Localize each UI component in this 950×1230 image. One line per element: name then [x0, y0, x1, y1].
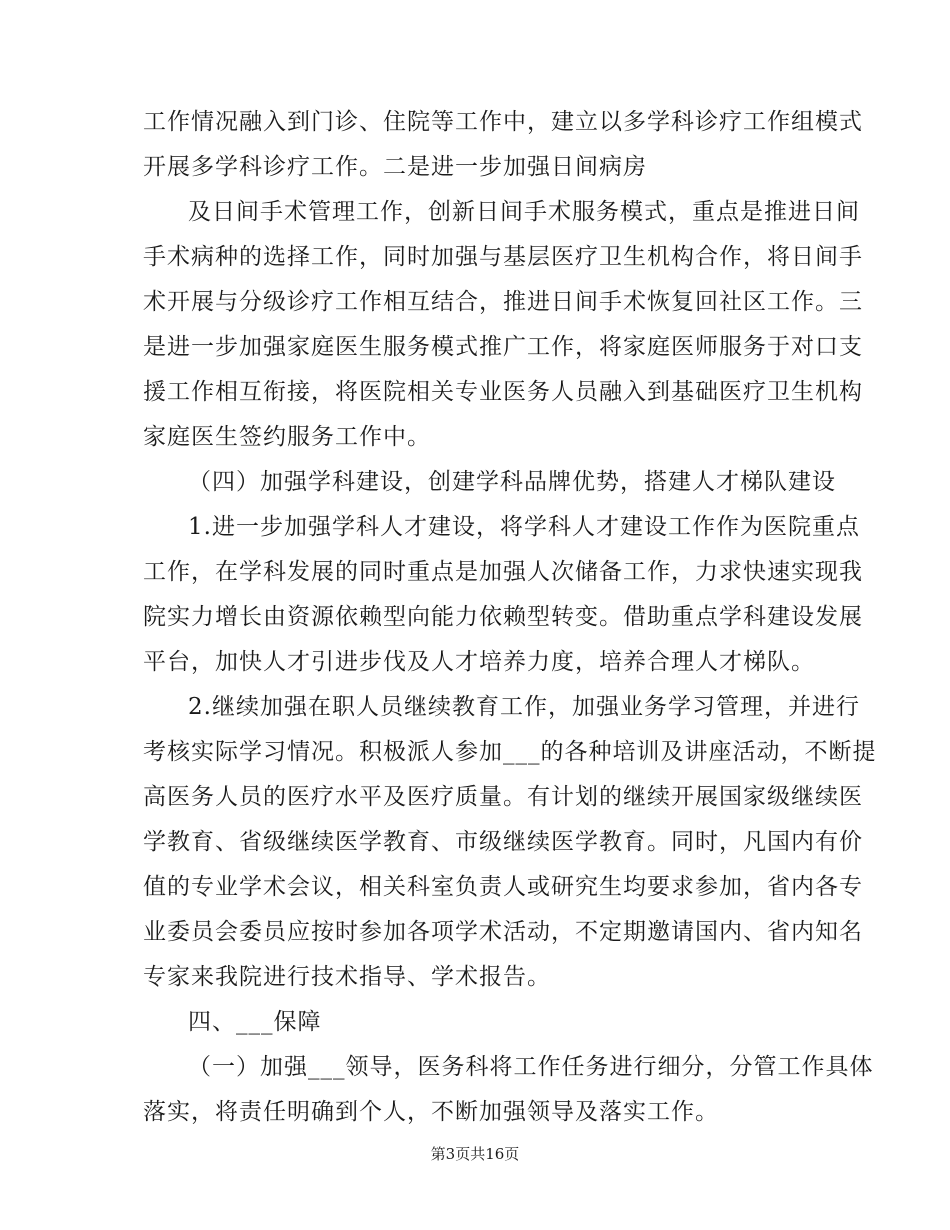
paragraph-line: 1.进一步加强学科人才建设，将学科人才建设工作作为医院重点 — [188, 514, 860, 540]
paragraph-line: 援工作相互衔接，将医院相关专业医务人员融入到基础医疗卫生机构 — [143, 379, 863, 405]
paragraph-line: 值的专业学术会议，相关科室负责人或研究生均要求参加，省内各专 — [143, 874, 863, 900]
section-heading: （四）加强学科建设，创建学科品牌优势，搭建人才梯队建设 — [188, 469, 836, 495]
paragraph-line: 是进一步加强家庭医生服务模式推广工作，将家庭医师服务于对口支 — [143, 334, 863, 360]
paragraph-line: 专家来我院进行技术指导、学术报告。 — [143, 964, 551, 990]
paragraph-line: 高医务人员的医疗水平及医疗质量。有计划的继续开展国家级继续医 — [143, 784, 863, 810]
paragraph-line: 考核实际学习情况。积极派人参加___的各种培训及讲座活动，不断提 — [143, 739, 877, 765]
paragraph-line: （一）加强___领导，医务科将工作任务进行细分，分管工作具体 — [188, 1054, 874, 1080]
paragraph-line: 工作，在学科发展的同时重点是加强人次储备工作，力求快速实现我 — [143, 559, 863, 585]
paragraph-line: 学教育、省级继续医学教育、市级继续医学教育。同时，凡国内有价 — [143, 829, 863, 855]
section-heading: 四、___保障 — [188, 1009, 322, 1035]
paragraph-line: 术开展与分级诊疗工作相互结合，推进日间手术恢复回社区工作。三 — [143, 289, 863, 315]
paragraph-line: 平台，加快人才引进步伐及人才培养力度，培养合理人才梯队。 — [143, 649, 815, 675]
paragraph-line: 院实力增长由资源依赖型向能力依赖型转变。借助重点学科建设发展 — [143, 604, 863, 630]
paragraph-line: 及日间手术管理工作，创新日间手术服务模式，重点是推进日间 — [188, 199, 860, 225]
paragraph-line: 业委员会委员应按时参加各项学术活动，不定期邀请国内、省内知名 — [143, 919, 863, 945]
page-number-footer: 第3页共16页 — [430, 1145, 520, 1163]
paragraph-line: 开展多学科诊疗工作。二是进一步加强日间病房 — [143, 154, 647, 180]
paragraph-line: 手术病种的选择工作，同时加强与基层医疗卫生机构合作，将日间手 — [143, 244, 863, 270]
paragraph-line: 2.继续加强在职人员继续教育工作，加强业务学习管理，并进行 — [188, 694, 860, 720]
paragraph-line: 工作情况融入到门诊、住院等工作中，建立以多学科诊疗工作组模式 — [143, 109, 863, 135]
paragraph-line: 落实，将责任明确到个人，不断加强领导及落实工作。 — [143, 1099, 719, 1125]
paragraph-line: 家庭医生签约服务工作中。 — [143, 424, 431, 450]
